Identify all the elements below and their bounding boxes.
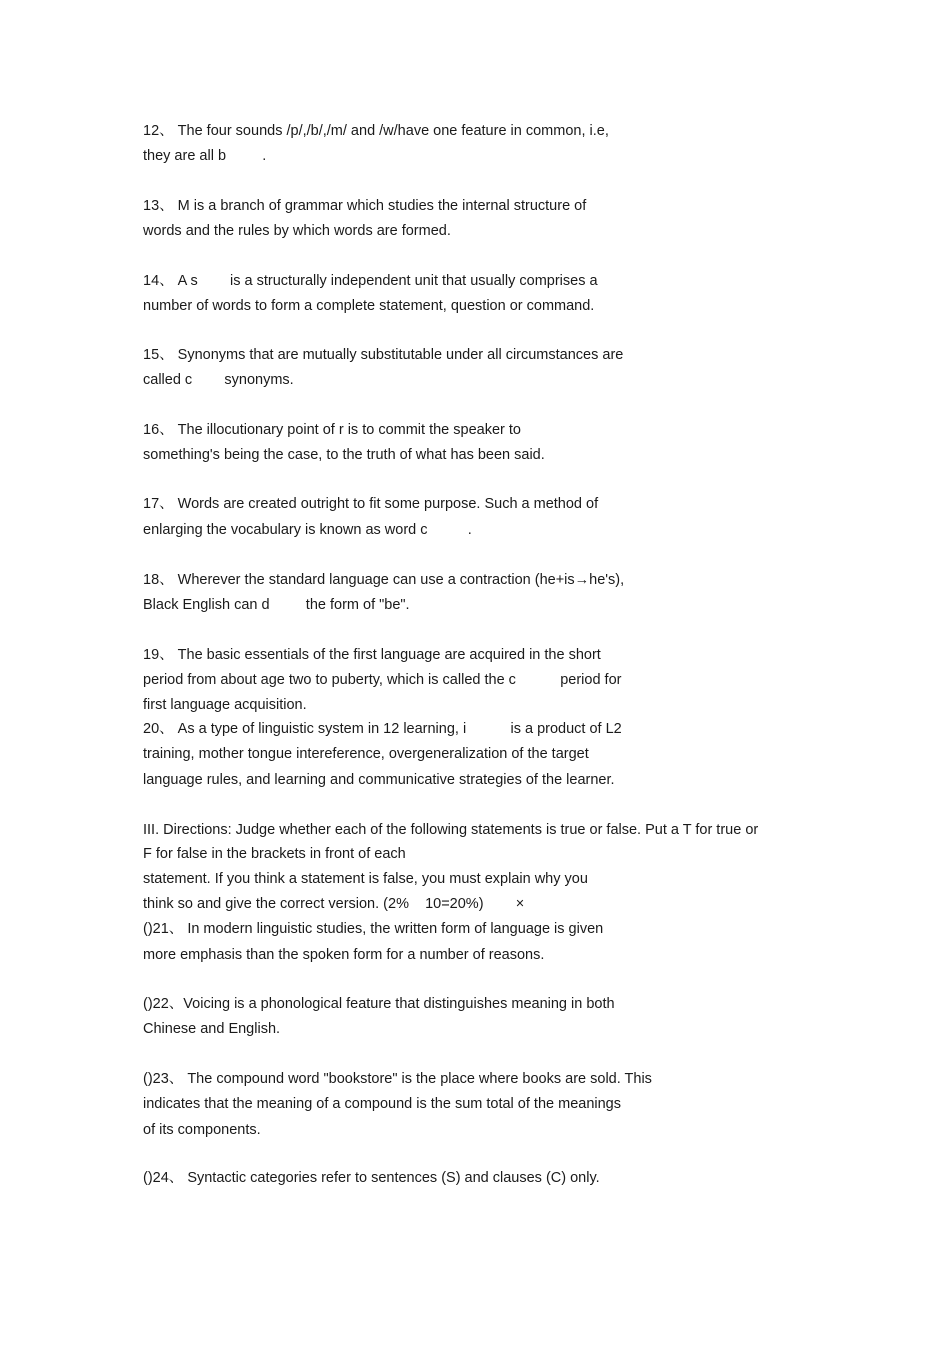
question-19-line-2: period from about age two to puberty, which is called the c period for	[143, 672, 622, 688]
question-19-line-1: 19、 The basic essentials of the first language are acquired in the short	[143, 647, 601, 663]
question-16-line-2: something's being the case, to the truth of what has been said.	[143, 447, 545, 463]
question-21-line-2: more emphasis than the spoken form for a number of reasons.	[143, 947, 545, 963]
section-iii-directions-line-1: III. Directions: Judge whether each of the following statements is true or false. Put a T for true or	[143, 822, 759, 838]
question-20-line-2: training, mother tongue intereference, overgeneralization of the target	[143, 746, 589, 762]
question-16-line-1: 16、 The illocutionary point of r is to commit the speaker to	[143, 422, 521, 438]
question-20-line-3: language rules, and learning and communicative strategies of the learner.	[143, 772, 615, 788]
question-17-line-1: 17、 Words are created outright to fit some purpose. Such a method of	[143, 496, 599, 512]
question-13-line-1: 13、 M is a branch of grammar which studies the internal structure of	[143, 198, 587, 214]
question-14-line-1: 14、 A s is a structurally independent unit that usually comprises a	[143, 273, 598, 289]
section-iii-directions-line-4: think so and give the correct version. (2% 10=20%) ×	[143, 896, 525, 912]
question-22-line-1: ()22、Voicing is a phonological feature that distinguishes meaning in both	[143, 996, 615, 1012]
question-12-line-2: they are all b .	[143, 148, 267, 164]
question-23-line-1: ()23、 The compound word "bookstore" is the place where books are sold. This	[143, 1071, 652, 1087]
question-13-line-2: words and the rules by which words are formed.	[143, 223, 451, 239]
question-14-line-2: number of words to form a complete statement, question or command.	[143, 298, 595, 314]
question-15-line-1: 15、 Synonyms that are mutually substitutable under all circumstances are	[143, 347, 624, 363]
question-17-line-2: enlarging the vocabulary is known as word c .	[143, 522, 472, 538]
question-18-line-1: 18、 Wherever the standard language can use a contraction (he+is→he's),	[143, 572, 625, 588]
question-21-line-1: ()21、 In modern linguistic studies, the written form of language is given	[143, 921, 604, 937]
section-iii-directions-line-2: F for false in the brackets in front of each	[143, 846, 406, 862]
question-18-line-2: Black English can d the form of "be".	[143, 597, 410, 613]
section-iii-directions-line-3: statement. If you think a statement is false, you must explain why you	[143, 871, 588, 887]
question-23-line-2: indicates that the meaning of a compound is the sum total of the meanings	[143, 1096, 621, 1112]
question-15-line-2: called c synonyms.	[143, 372, 294, 388]
question-19-line-3: first language acquisition.	[143, 697, 307, 713]
question-22-line-2: Chinese and English.	[143, 1021, 281, 1037]
question-23-line-3: of its components.	[143, 1122, 261, 1138]
question-24-line-1: ()24、 Syntactic categories refer to sentences (S) and clauses (C) only.	[143, 1170, 600, 1186]
question-12-line-1: 12、 The four sounds /p/,/b/,/m/ and /w/have one feature in common, i.e,	[143, 123, 609, 139]
question-20-line-1: 20、 As a type of linguistic system in 12 learning, i is a product of L2	[143, 721, 622, 737]
